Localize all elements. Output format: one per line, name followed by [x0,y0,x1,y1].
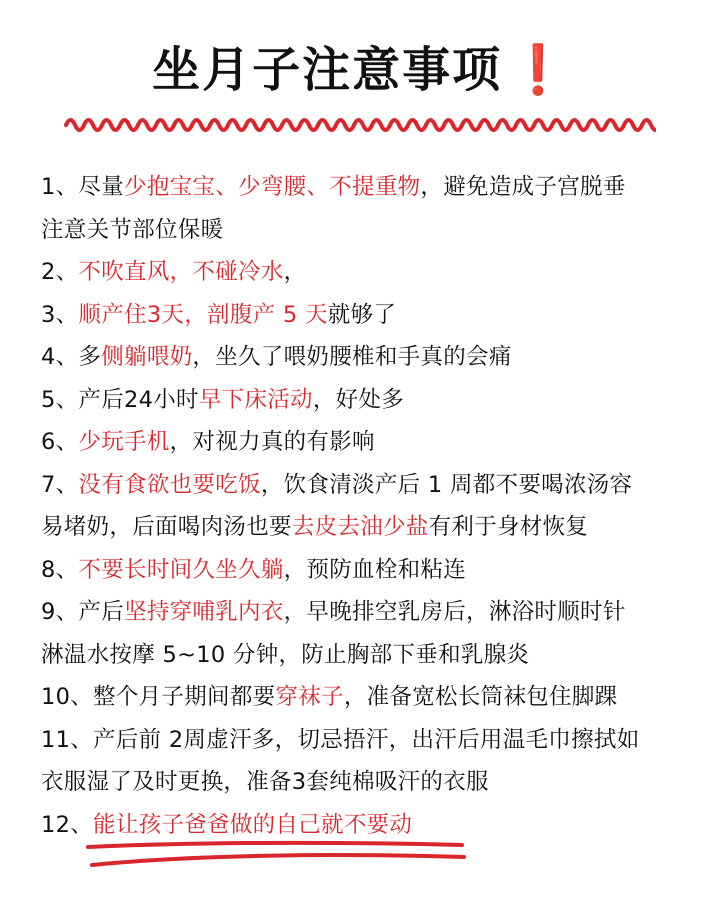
highlighted-text: 少抱宝宝、少弯腰、不提重物 [124,174,421,200]
tip-line [41,379,701,422]
tip-text: 衣服湿了及时更换，准备3套纯棉吸汗的衣服 [41,769,489,795]
tip-line [41,294,701,337]
tip-line [41,166,701,209]
highlighted-text: 坚持穿哺乳内衣 [124,599,284,625]
highlighted-text: 去皮去油少盐 [291,514,429,540]
tip-text: 2、 [41,259,79,285]
highlighted-text: 早下床活动 [198,386,313,413]
tip-text: 就够了 [327,301,397,328]
tip-text: ，避免造成子宫脱垂 [420,174,626,200]
tip-text: 11、产后前 2周虚汗多，切忌捂汗，出汗后用温毛巾擦拭如 [41,726,640,753]
tip-text: 4、多 [41,344,102,370]
highlighted-text: 穿袜子 [275,684,344,710]
tip-text: 3、 [41,301,79,328]
tip-line [41,676,701,719]
tip-text: ，对视力真的有影响 [169,429,375,455]
tip-text: 8、 [41,556,79,583]
tip-text: 12、 [41,811,94,838]
tip-text: 易堵奶，后面喝肉汤也要 [41,514,292,540]
tip-text: ，准备宽松长筒袜包住脚踝 [343,684,618,710]
tip-text: 注意关节部位保暖 [41,216,224,243]
tip-text: ，预防血栓和粘连 [283,556,467,583]
tip-text: 9、产后 [41,599,125,625]
tip-line [41,251,701,294]
tip-line [41,464,701,507]
tip-text: 6、 [41,429,79,455]
tip-text: 有利于身材恢复 [428,514,589,540]
tips-list [41,166,701,846]
tip-text: 5、产后24小时 [41,386,199,413]
tip-line [41,761,701,804]
tip-line [41,421,701,464]
highlighted-text: 少玩手机 [78,429,170,455]
tip-text: ， [283,259,307,285]
highlighted-text: 不要长时间久坐久躺 [78,556,284,583]
exclamation-icon: ❗ [508,42,568,98]
highlighted-text: 能让孩子爸爸做的自己就不要动 [93,811,413,838]
tip-text: 10、整个月子期间都要 [41,684,276,710]
tip-line [41,591,701,634]
highlighted-text: 侧躺喂奶 [101,344,193,370]
tip-line [41,634,701,677]
tip-line [41,506,701,549]
highlighted-text: 顺产住3天，剖腹产 5 天 [78,301,328,328]
wavy-divider [64,116,656,134]
tip-line [41,549,701,592]
tip-text: 1、尽量 [41,174,125,200]
tip-line [41,336,701,379]
page-title: 坐月子注意事项 [152,42,503,98]
highlighted-text: 不吹直风，不碰冷水 [78,259,284,285]
tip-text: ，早晚排空乳房后，淋浴时顺时针 [283,599,626,625]
tip-text: ，坐久了喂奶腰椎和手真的会痛 [192,344,512,370]
title-block [0,38,720,102]
tip-text: ，好处多 [312,386,405,413]
tip-text: 淋温水按摩 5~10 分钟，防止胸部下垂和乳腺炎 [41,641,530,668]
tip-text: 7、 [41,471,79,498]
tip-line [41,719,701,762]
hand-drawn-underline [84,835,474,875]
highlighted-text: 没有食欲也要吃饭 [78,471,261,498]
tip-text: ，饮食清淡产后 1 周都不要喝浓汤容 [260,471,633,498]
tip-line [41,209,701,252]
